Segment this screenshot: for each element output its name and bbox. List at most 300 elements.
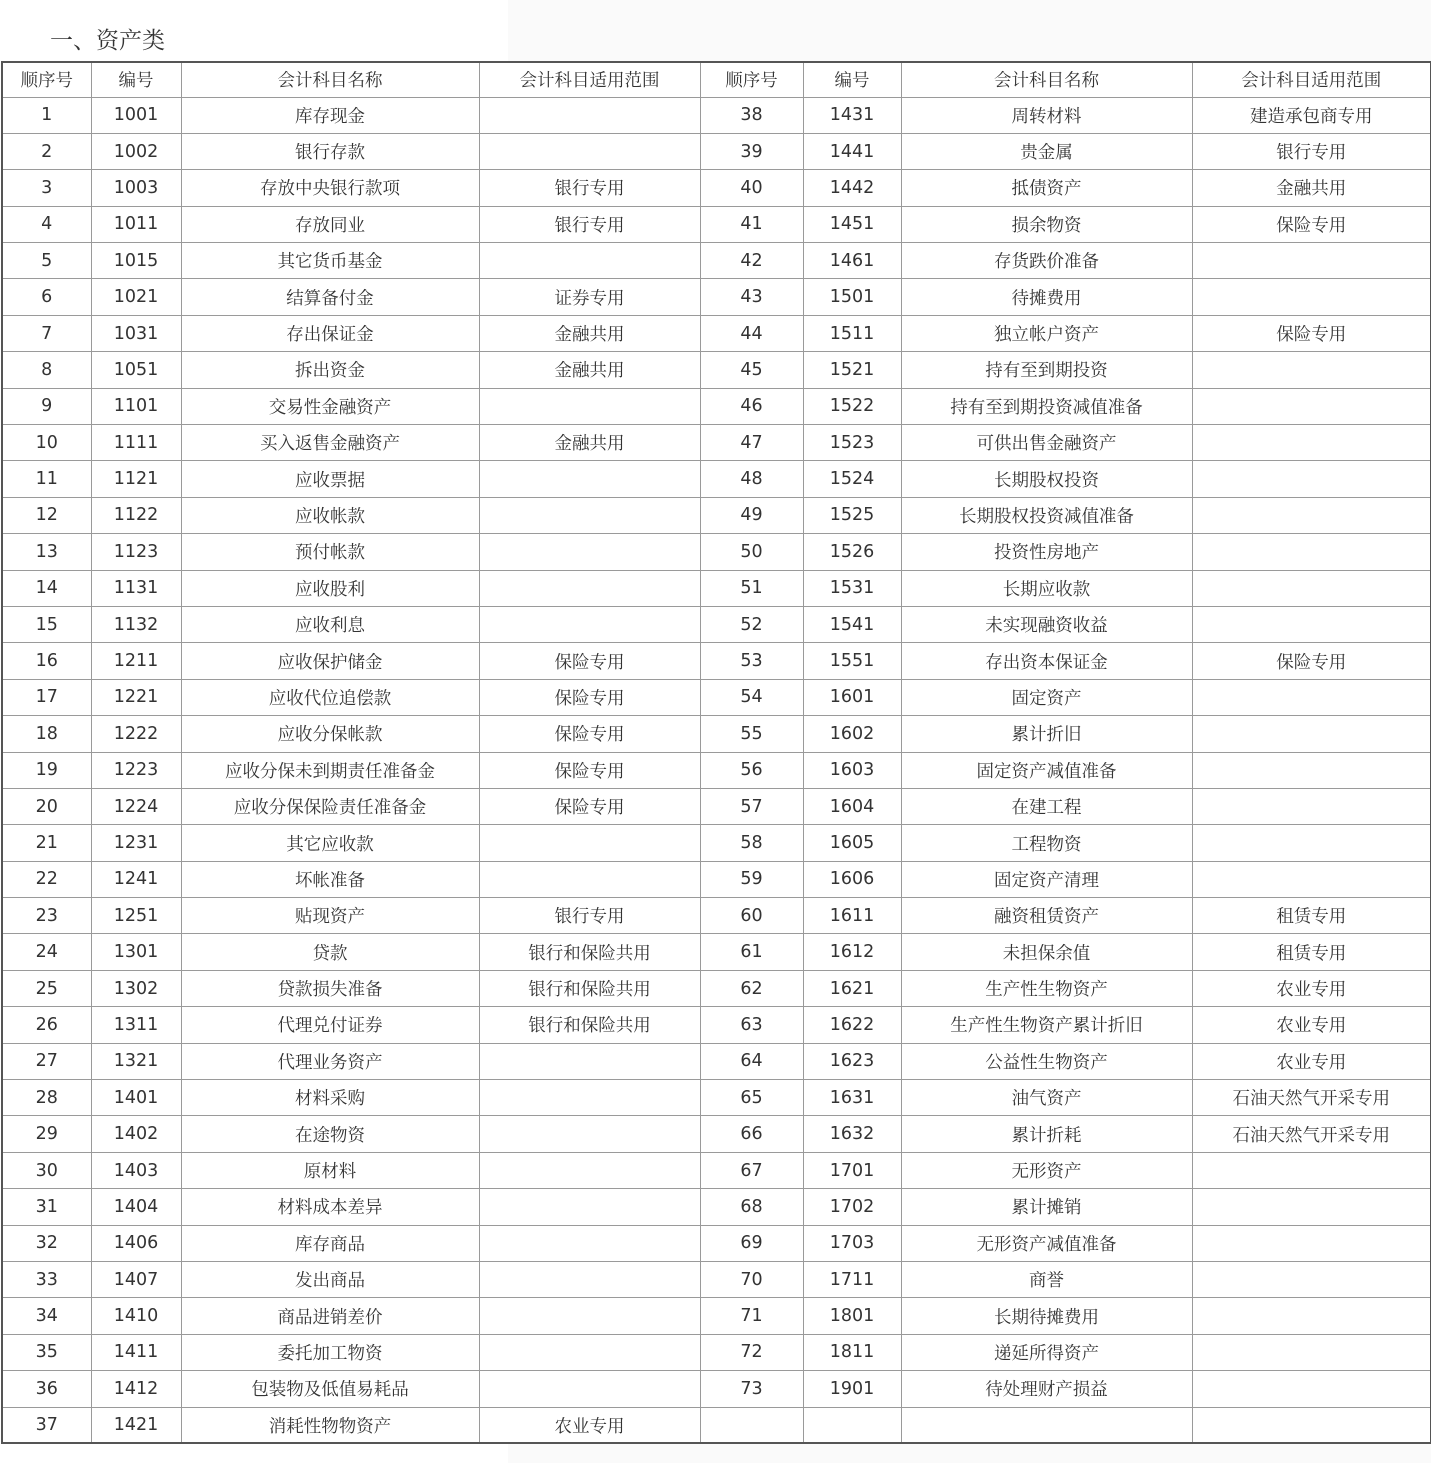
right-code-cell: 1524 <box>803 461 901 497</box>
right-code-cell: 1901 <box>803 1371 901 1407</box>
header-seq-left: 顺序号 <box>2 62 91 97</box>
left-scope-cell <box>479 243 700 279</box>
left-code-cell: 1111 <box>91 425 181 461</box>
left-seq-cell: 6 <box>2 279 91 315</box>
right-scope-cell <box>1192 1371 1431 1407</box>
left-seq-cell: 36 <box>2 1371 91 1407</box>
header-name-right: 会计科目名称 <box>901 62 1192 97</box>
left-code-cell: 1011 <box>91 206 181 242</box>
right-code-cell: 1606 <box>803 861 901 897</box>
left-scope-cell: 保险专用 <box>479 716 700 752</box>
right-name-cell: 长期待摊费用 <box>901 1298 1192 1334</box>
right-name-cell: 未实现融资收益 <box>901 606 1192 642</box>
left-scope-cell: 保险专用 <box>479 752 700 788</box>
right-scope-cell <box>1192 716 1431 752</box>
left-seq-cell: 35 <box>2 1334 91 1370</box>
right-name-cell: 持有至到期投资减值准备 <box>901 388 1192 424</box>
right-code-cell: 1622 <box>803 1007 901 1043</box>
table-header-row <box>2 62 1431 97</box>
right-seq-cell: 57 <box>700 788 803 824</box>
left-seq-cell: 9 <box>2 388 91 424</box>
left-scope-cell <box>479 388 700 424</box>
right-seq-cell: 47 <box>700 425 803 461</box>
left-name-cell: 材料成本差异 <box>181 1189 479 1225</box>
left-scope-cell: 保险专用 <box>479 788 700 824</box>
right-name-cell: 持有至到期投资 <box>901 352 1192 388</box>
left-name-cell: 代理兑付证券 <box>181 1007 479 1043</box>
left-code-cell: 1321 <box>91 1043 181 1079</box>
right-code-cell: 1711 <box>803 1262 901 1298</box>
left-code-cell: 1015 <box>91 243 181 279</box>
right-scope-cell <box>1192 1407 1431 1443</box>
left-scope-cell <box>479 606 700 642</box>
right-seq-cell: 59 <box>700 861 803 897</box>
left-seq-cell: 14 <box>2 570 91 606</box>
right-code-cell: 1602 <box>803 716 901 752</box>
left-scope-cell: 保险专用 <box>479 643 700 679</box>
left-name-cell: 发出商品 <box>181 1262 479 1298</box>
table-row <box>2 643 1431 679</box>
left-scope-cell: 银行和保险共用 <box>479 934 700 970</box>
left-seq-cell: 17 <box>2 679 91 715</box>
left-code-cell: 1403 <box>91 1152 181 1188</box>
table-row <box>2 788 1431 824</box>
left-name-cell: 其它应收款 <box>181 825 479 861</box>
header-seq-right: 顺序号 <box>700 62 803 97</box>
left-scope-cell <box>479 1152 700 1188</box>
right-code-cell: 1523 <box>803 425 901 461</box>
right-code-cell: 1612 <box>803 934 901 970</box>
right-scope-cell: 保险专用 <box>1192 315 1431 351</box>
left-name-cell: 坏帐准备 <box>181 861 479 897</box>
table-row <box>2 679 1431 715</box>
right-code-cell: 1603 <box>803 752 901 788</box>
left-seq-cell: 24 <box>2 934 91 970</box>
left-scope-cell <box>479 97 700 133</box>
right-name-cell: 商誉 <box>901 1262 1192 1298</box>
table-row <box>2 970 1431 1006</box>
left-name-cell: 应收帐款 <box>181 497 479 533</box>
right-seq-cell: 54 <box>700 679 803 715</box>
left-seq-cell: 27 <box>2 1043 91 1079</box>
left-name-cell: 贷款 <box>181 934 479 970</box>
right-name-cell: 长期股权投资减值准备 <box>901 497 1192 533</box>
right-name-cell: 生产性生物资产累计折旧 <box>901 1007 1192 1043</box>
right-seq-cell: 56 <box>700 752 803 788</box>
right-code-cell: 1632 <box>803 1116 901 1152</box>
left-code-cell: 1311 <box>91 1007 181 1043</box>
left-scope-cell: 农业专用 <box>479 1407 700 1443</box>
left-scope-cell <box>479 1043 700 1079</box>
right-code-cell: 1525 <box>803 497 901 533</box>
left-code-cell: 1122 <box>91 497 181 533</box>
right-seq-cell: 63 <box>700 1007 803 1043</box>
left-code-cell: 1407 <box>91 1262 181 1298</box>
left-code-cell: 1121 <box>91 461 181 497</box>
left-code-cell: 1410 <box>91 1298 181 1334</box>
left-seq-cell: 2 <box>2 133 91 169</box>
right-scope-cell <box>1192 534 1431 570</box>
left-scope-cell <box>479 1189 700 1225</box>
right-code-cell: 1451 <box>803 206 901 242</box>
left-scope-cell: 证券专用 <box>479 279 700 315</box>
left-seq-cell: 29 <box>2 1116 91 1152</box>
left-seq-cell: 1 <box>2 97 91 133</box>
right-scope-cell <box>1192 606 1431 642</box>
right-seq-cell: 52 <box>700 606 803 642</box>
table-row <box>2 861 1431 897</box>
right-scope-cell <box>1192 752 1431 788</box>
right-scope-cell: 石油天然气开采专用 <box>1192 1116 1431 1152</box>
right-code-cell <box>803 1407 901 1443</box>
right-seq-cell: 61 <box>700 934 803 970</box>
right-seq-cell: 51 <box>700 570 803 606</box>
left-code-cell: 1002 <box>91 133 181 169</box>
left-seq-cell: 11 <box>2 461 91 497</box>
right-scope-cell: 农业专用 <box>1192 970 1431 1006</box>
table-row <box>2 898 1431 934</box>
left-name-cell: 买入返售金融资产 <box>181 425 479 461</box>
left-seq-cell: 34 <box>2 1298 91 1334</box>
right-code-cell: 1703 <box>803 1225 901 1261</box>
right-scope-cell <box>1192 861 1431 897</box>
right-name-cell: 待摊费用 <box>901 279 1192 315</box>
right-code-cell: 1702 <box>803 1189 901 1225</box>
header-code-left: 编号 <box>91 62 181 97</box>
right-name-cell: 公益性生物资产 <box>901 1043 1192 1079</box>
right-code-cell: 1611 <box>803 898 901 934</box>
right-name-cell: 抵债资产 <box>901 170 1192 206</box>
right-seq-cell: 64 <box>700 1043 803 1079</box>
left-scope-cell <box>479 1225 700 1261</box>
left-name-cell: 交易性金融资产 <box>181 388 479 424</box>
left-name-cell: 应收票据 <box>181 461 479 497</box>
right-scope-cell <box>1192 279 1431 315</box>
left-seq-cell: 31 <box>2 1189 91 1225</box>
header-name-left: 会计科目名称 <box>181 62 479 97</box>
table-row <box>2 1116 1431 1152</box>
left-code-cell: 1241 <box>91 861 181 897</box>
left-scope-cell: 金融共用 <box>479 425 700 461</box>
right-name-cell: 损余物资 <box>901 206 1192 242</box>
left-code-cell: 1224 <box>91 788 181 824</box>
right-name-cell: 固定资产减值准备 <box>901 752 1192 788</box>
left-code-cell: 1131 <box>91 570 181 606</box>
right-scope-cell <box>1192 1152 1431 1188</box>
left-seq-cell: 25 <box>2 970 91 1006</box>
right-code-cell: 1631 <box>803 1080 901 1116</box>
left-seq-cell: 30 <box>2 1152 91 1188</box>
right-code-cell: 1442 <box>803 170 901 206</box>
left-name-cell: 应收分保未到期责任准备金 <box>181 752 479 788</box>
right-name-cell: 存货跌价准备 <box>901 243 1192 279</box>
left-code-cell: 1231 <box>91 825 181 861</box>
table-row <box>2 243 1431 279</box>
left-code-cell: 1222 <box>91 716 181 752</box>
left-code-cell: 1421 <box>91 1407 181 1443</box>
right-seq-cell: 58 <box>700 825 803 861</box>
left-scope-cell: 金融共用 <box>479 352 700 388</box>
accounting-subjects-table <box>1 61 1431 1444</box>
left-name-cell: 材料采购 <box>181 1080 479 1116</box>
left-name-cell: 应收代位追偿款 <box>181 679 479 715</box>
left-seq-cell: 3 <box>2 170 91 206</box>
right-name-cell: 长期应收款 <box>901 570 1192 606</box>
header-scope-right: 会计科目适用范围 <box>1192 62 1431 97</box>
right-code-cell: 1623 <box>803 1043 901 1079</box>
left-seq-cell: 20 <box>2 788 91 824</box>
right-name-cell: 累计折旧 <box>901 716 1192 752</box>
right-scope-cell <box>1192 461 1431 497</box>
left-name-cell: 应收分保帐款 <box>181 716 479 752</box>
left-code-cell: 1251 <box>91 898 181 934</box>
right-name-cell: 存出资本保证金 <box>901 643 1192 679</box>
left-seq-cell: 15 <box>2 606 91 642</box>
right-code-cell: 1522 <box>803 388 901 424</box>
right-seq-cell: 41 <box>700 206 803 242</box>
left-scope-cell <box>479 534 700 570</box>
right-name-cell: 长期股权投资 <box>901 461 1192 497</box>
left-seq-cell: 23 <box>2 898 91 934</box>
left-name-cell: 原材料 <box>181 1152 479 1188</box>
table-row <box>2 497 1431 533</box>
table-row <box>2 206 1431 242</box>
left-code-cell: 1031 <box>91 315 181 351</box>
left-name-cell: 代理业务资产 <box>181 1043 479 1079</box>
right-name-cell <box>901 1407 1192 1443</box>
left-scope-cell: 银行专用 <box>479 898 700 934</box>
left-seq-cell: 4 <box>2 206 91 242</box>
right-scope-cell: 石油天然气开采专用 <box>1192 1080 1431 1116</box>
table-row <box>2 1407 1431 1443</box>
left-name-cell: 应收保护储金 <box>181 643 479 679</box>
right-scope-cell <box>1192 1262 1431 1298</box>
table-row <box>2 1152 1431 1188</box>
left-scope-cell: 银行和保险共用 <box>479 970 700 1006</box>
right-seq-cell: 55 <box>700 716 803 752</box>
left-seq-cell: 21 <box>2 825 91 861</box>
left-name-cell: 银行存款 <box>181 133 479 169</box>
right-name-cell: 无形资产 <box>901 1152 1192 1188</box>
right-seq-cell: 53 <box>700 643 803 679</box>
right-scope-cell <box>1192 497 1431 533</box>
right-scope-cell: 保险专用 <box>1192 206 1431 242</box>
table-row <box>2 1189 1431 1225</box>
right-code-cell: 1621 <box>803 970 901 1006</box>
left-seq-cell: 7 <box>2 315 91 351</box>
right-code-cell: 1511 <box>803 315 901 351</box>
left-code-cell: 1412 <box>91 1371 181 1407</box>
right-seq-cell: 72 <box>700 1334 803 1370</box>
right-code-cell: 1461 <box>803 243 901 279</box>
left-name-cell: 其它货币基金 <box>181 243 479 279</box>
left-name-cell: 存放同业 <box>181 206 479 242</box>
right-scope-cell: 建造承包商专用 <box>1192 97 1431 133</box>
table-row <box>2 825 1431 861</box>
right-name-cell: 周转材料 <box>901 97 1192 133</box>
right-name-cell: 工程物资 <box>901 825 1192 861</box>
right-code-cell: 1551 <box>803 643 901 679</box>
left-seq-cell: 33 <box>2 1262 91 1298</box>
table-row <box>2 279 1431 315</box>
right-name-cell: 生产性生物资产 <box>901 970 1192 1006</box>
left-seq-cell: 5 <box>2 243 91 279</box>
left-code-cell: 1003 <box>91 170 181 206</box>
left-seq-cell: 26 <box>2 1007 91 1043</box>
section-title: 一、资产类 <box>50 28 165 54</box>
right-code-cell: 1521 <box>803 352 901 388</box>
left-scope-cell: 银行专用 <box>479 170 700 206</box>
left-scope-cell <box>479 497 700 533</box>
right-scope-cell <box>1192 679 1431 715</box>
right-scope-cell <box>1192 352 1431 388</box>
right-name-cell: 无形资产减值准备 <box>901 1225 1192 1261</box>
left-seq-cell: 19 <box>2 752 91 788</box>
left-scope-cell <box>479 1262 700 1298</box>
left-seq-cell: 28 <box>2 1080 91 1116</box>
right-code-cell: 1501 <box>803 279 901 315</box>
right-seq-cell: 48 <box>700 461 803 497</box>
right-seq-cell: 50 <box>700 534 803 570</box>
left-name-cell: 库存现金 <box>181 97 479 133</box>
left-name-cell: 结算备付金 <box>181 279 479 315</box>
table-row <box>2 752 1431 788</box>
right-name-cell: 累计折耗 <box>901 1116 1192 1152</box>
left-scope-cell: 保险专用 <box>479 679 700 715</box>
left-scope-cell <box>479 1116 700 1152</box>
right-scope-cell <box>1192 243 1431 279</box>
table-row <box>2 170 1431 206</box>
header-code-right: 编号 <box>803 62 901 97</box>
left-scope-cell: 银行和保险共用 <box>479 1007 700 1043</box>
right-name-cell: 油气资产 <box>901 1080 1192 1116</box>
left-scope-cell <box>479 861 700 897</box>
left-code-cell: 1402 <box>91 1116 181 1152</box>
left-name-cell: 预付帐款 <box>181 534 479 570</box>
right-code-cell: 1801 <box>803 1298 901 1334</box>
table-row <box>2 133 1431 169</box>
right-name-cell: 可供出售金融资产 <box>901 425 1192 461</box>
right-scope-cell: 保险专用 <box>1192 643 1431 679</box>
table-row <box>2 1298 1431 1334</box>
right-scope-cell <box>1192 1189 1431 1225</box>
right-name-cell: 未担保余值 <box>901 934 1192 970</box>
left-code-cell: 1302 <box>91 970 181 1006</box>
table-row <box>2 1225 1431 1261</box>
left-code-cell: 1132 <box>91 606 181 642</box>
table-row <box>2 388 1431 424</box>
left-seq-cell: 16 <box>2 643 91 679</box>
left-name-cell: 存出保证金 <box>181 315 479 351</box>
table-row <box>2 934 1431 970</box>
left-name-cell: 委托加工物资 <box>181 1334 479 1370</box>
table-body <box>2 97 1431 1443</box>
right-seq-cell: 66 <box>700 1116 803 1152</box>
right-seq-cell: 70 <box>700 1262 803 1298</box>
table-row <box>2 570 1431 606</box>
table-row <box>2 425 1431 461</box>
left-name-cell: 贷款损失准备 <box>181 970 479 1006</box>
left-name-cell: 应收分保保险责任准备金 <box>181 788 479 824</box>
right-scope-cell <box>1192 388 1431 424</box>
right-seq-cell: 40 <box>700 170 803 206</box>
right-seq-cell: 60 <box>700 898 803 934</box>
left-code-cell: 1301 <box>91 934 181 970</box>
table-row <box>2 352 1431 388</box>
right-seq-cell: 49 <box>700 497 803 533</box>
table-row <box>2 534 1431 570</box>
right-scope-cell <box>1192 1334 1431 1370</box>
table-row <box>2 315 1431 351</box>
right-seq-cell: 42 <box>700 243 803 279</box>
right-seq-cell: 38 <box>700 97 803 133</box>
table-row <box>2 1043 1431 1079</box>
table-row <box>2 461 1431 497</box>
table-row <box>2 1371 1431 1407</box>
left-scope-cell <box>479 1298 700 1334</box>
left-scope-cell <box>479 570 700 606</box>
left-name-cell: 应收股利 <box>181 570 479 606</box>
table-row <box>2 1007 1431 1043</box>
table-row <box>2 1334 1431 1370</box>
left-name-cell: 库存商品 <box>181 1225 479 1261</box>
right-seq-cell: 44 <box>700 315 803 351</box>
right-seq-cell: 67 <box>700 1152 803 1188</box>
right-scope-cell <box>1192 1225 1431 1261</box>
left-code-cell: 1404 <box>91 1189 181 1225</box>
table-row <box>2 606 1431 642</box>
left-scope-cell: 金融共用 <box>479 315 700 351</box>
right-seq-cell: 69 <box>700 1225 803 1261</box>
right-code-cell: 1531 <box>803 570 901 606</box>
right-scope-cell: 租赁专用 <box>1192 898 1431 934</box>
right-scope-cell: 金融共用 <box>1192 170 1431 206</box>
right-seq-cell: 62 <box>700 970 803 1006</box>
right-scope-cell: 银行专用 <box>1192 133 1431 169</box>
left-scope-cell <box>479 133 700 169</box>
left-seq-cell: 22 <box>2 861 91 897</box>
right-scope-cell <box>1192 788 1431 824</box>
left-code-cell: 1051 <box>91 352 181 388</box>
right-name-cell: 递延所得资产 <box>901 1334 1192 1370</box>
right-name-cell: 融资租赁资产 <box>901 898 1192 934</box>
left-name-cell: 应收利息 <box>181 606 479 642</box>
left-seq-cell: 37 <box>2 1407 91 1443</box>
left-name-cell: 消耗性物物资产 <box>181 1407 479 1443</box>
left-code-cell: 1123 <box>91 534 181 570</box>
right-code-cell: 1605 <box>803 825 901 861</box>
right-code-cell: 1601 <box>803 679 901 715</box>
left-code-cell: 1411 <box>91 1334 181 1370</box>
right-code-cell: 1604 <box>803 788 901 824</box>
right-name-cell: 投资性房地产 <box>901 534 1192 570</box>
right-seq-cell: 43 <box>700 279 803 315</box>
left-scope-cell <box>479 825 700 861</box>
left-code-cell: 1401 <box>91 1080 181 1116</box>
right-seq-cell: 45 <box>700 352 803 388</box>
left-scope-cell <box>479 1371 700 1407</box>
left-scope-cell: 银行专用 <box>479 206 700 242</box>
right-seq-cell: 39 <box>700 133 803 169</box>
left-code-cell: 1211 <box>91 643 181 679</box>
left-seq-cell: 13 <box>2 534 91 570</box>
left-scope-cell <box>479 1080 700 1116</box>
left-seq-cell: 8 <box>2 352 91 388</box>
right-name-cell: 固定资产 <box>901 679 1192 715</box>
right-scope-cell: 租赁专用 <box>1192 934 1431 970</box>
left-seq-cell: 18 <box>2 716 91 752</box>
right-code-cell: 1526 <box>803 534 901 570</box>
